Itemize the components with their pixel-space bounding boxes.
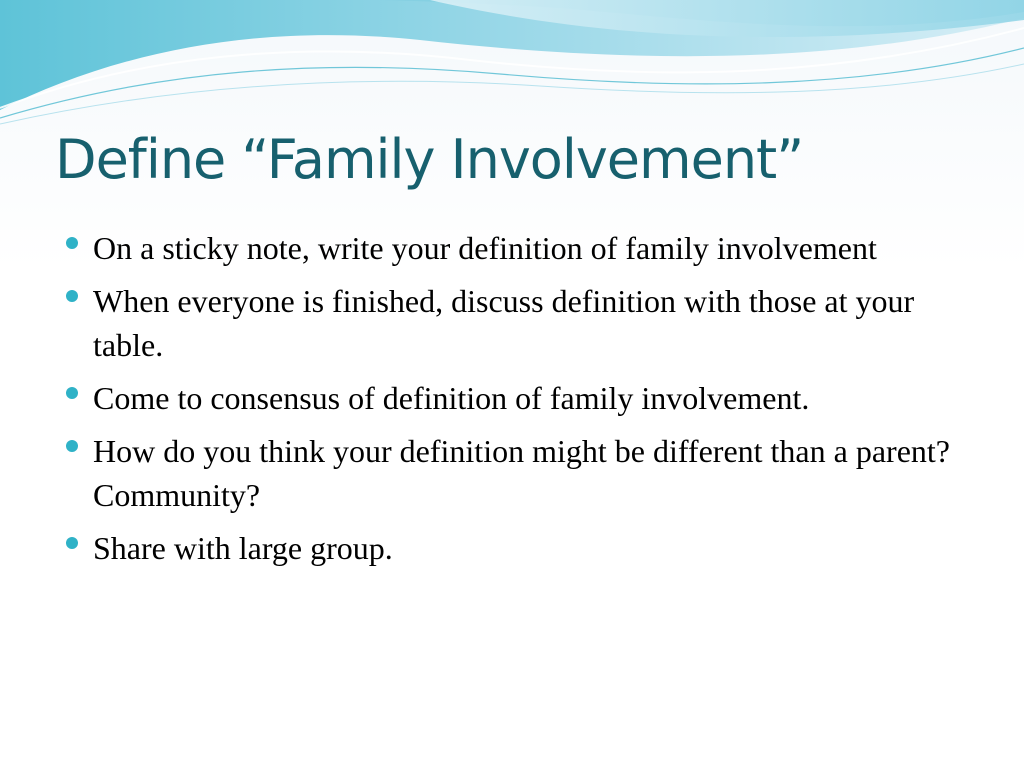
bullet-dot-icon	[66, 537, 78, 549]
bullet-item	[66, 376, 966, 420]
bullet-item	[66, 226, 966, 270]
bullet-text: How do you think your definition might be different than a parent? Community?	[93, 433, 966, 513]
bullet-text: Share with large group.	[93, 530, 393, 566]
bullet-text: Come to consensus of definition of family involvement.	[93, 380, 810, 416]
bullet-dot-icon	[66, 290, 78, 302]
bullet-dot-icon	[66, 440, 78, 452]
bullet-text: On a sticky note, write your definition of family involvement	[93, 230, 877, 266]
bullet-dot-icon	[66, 237, 78, 249]
bullet-list	[66, 226, 966, 579]
bullet-item	[66, 429, 966, 517]
bullet-dot-icon	[66, 387, 78, 399]
wave-header-decoration	[0, 0, 1024, 130]
bullet-item	[66, 526, 966, 570]
bullet-item	[66, 279, 966, 367]
slide-title: Define “Family Involvement”	[55, 128, 804, 191]
bullet-text: When everyone is finished, discuss definition with those at your table.	[93, 283, 923, 363]
